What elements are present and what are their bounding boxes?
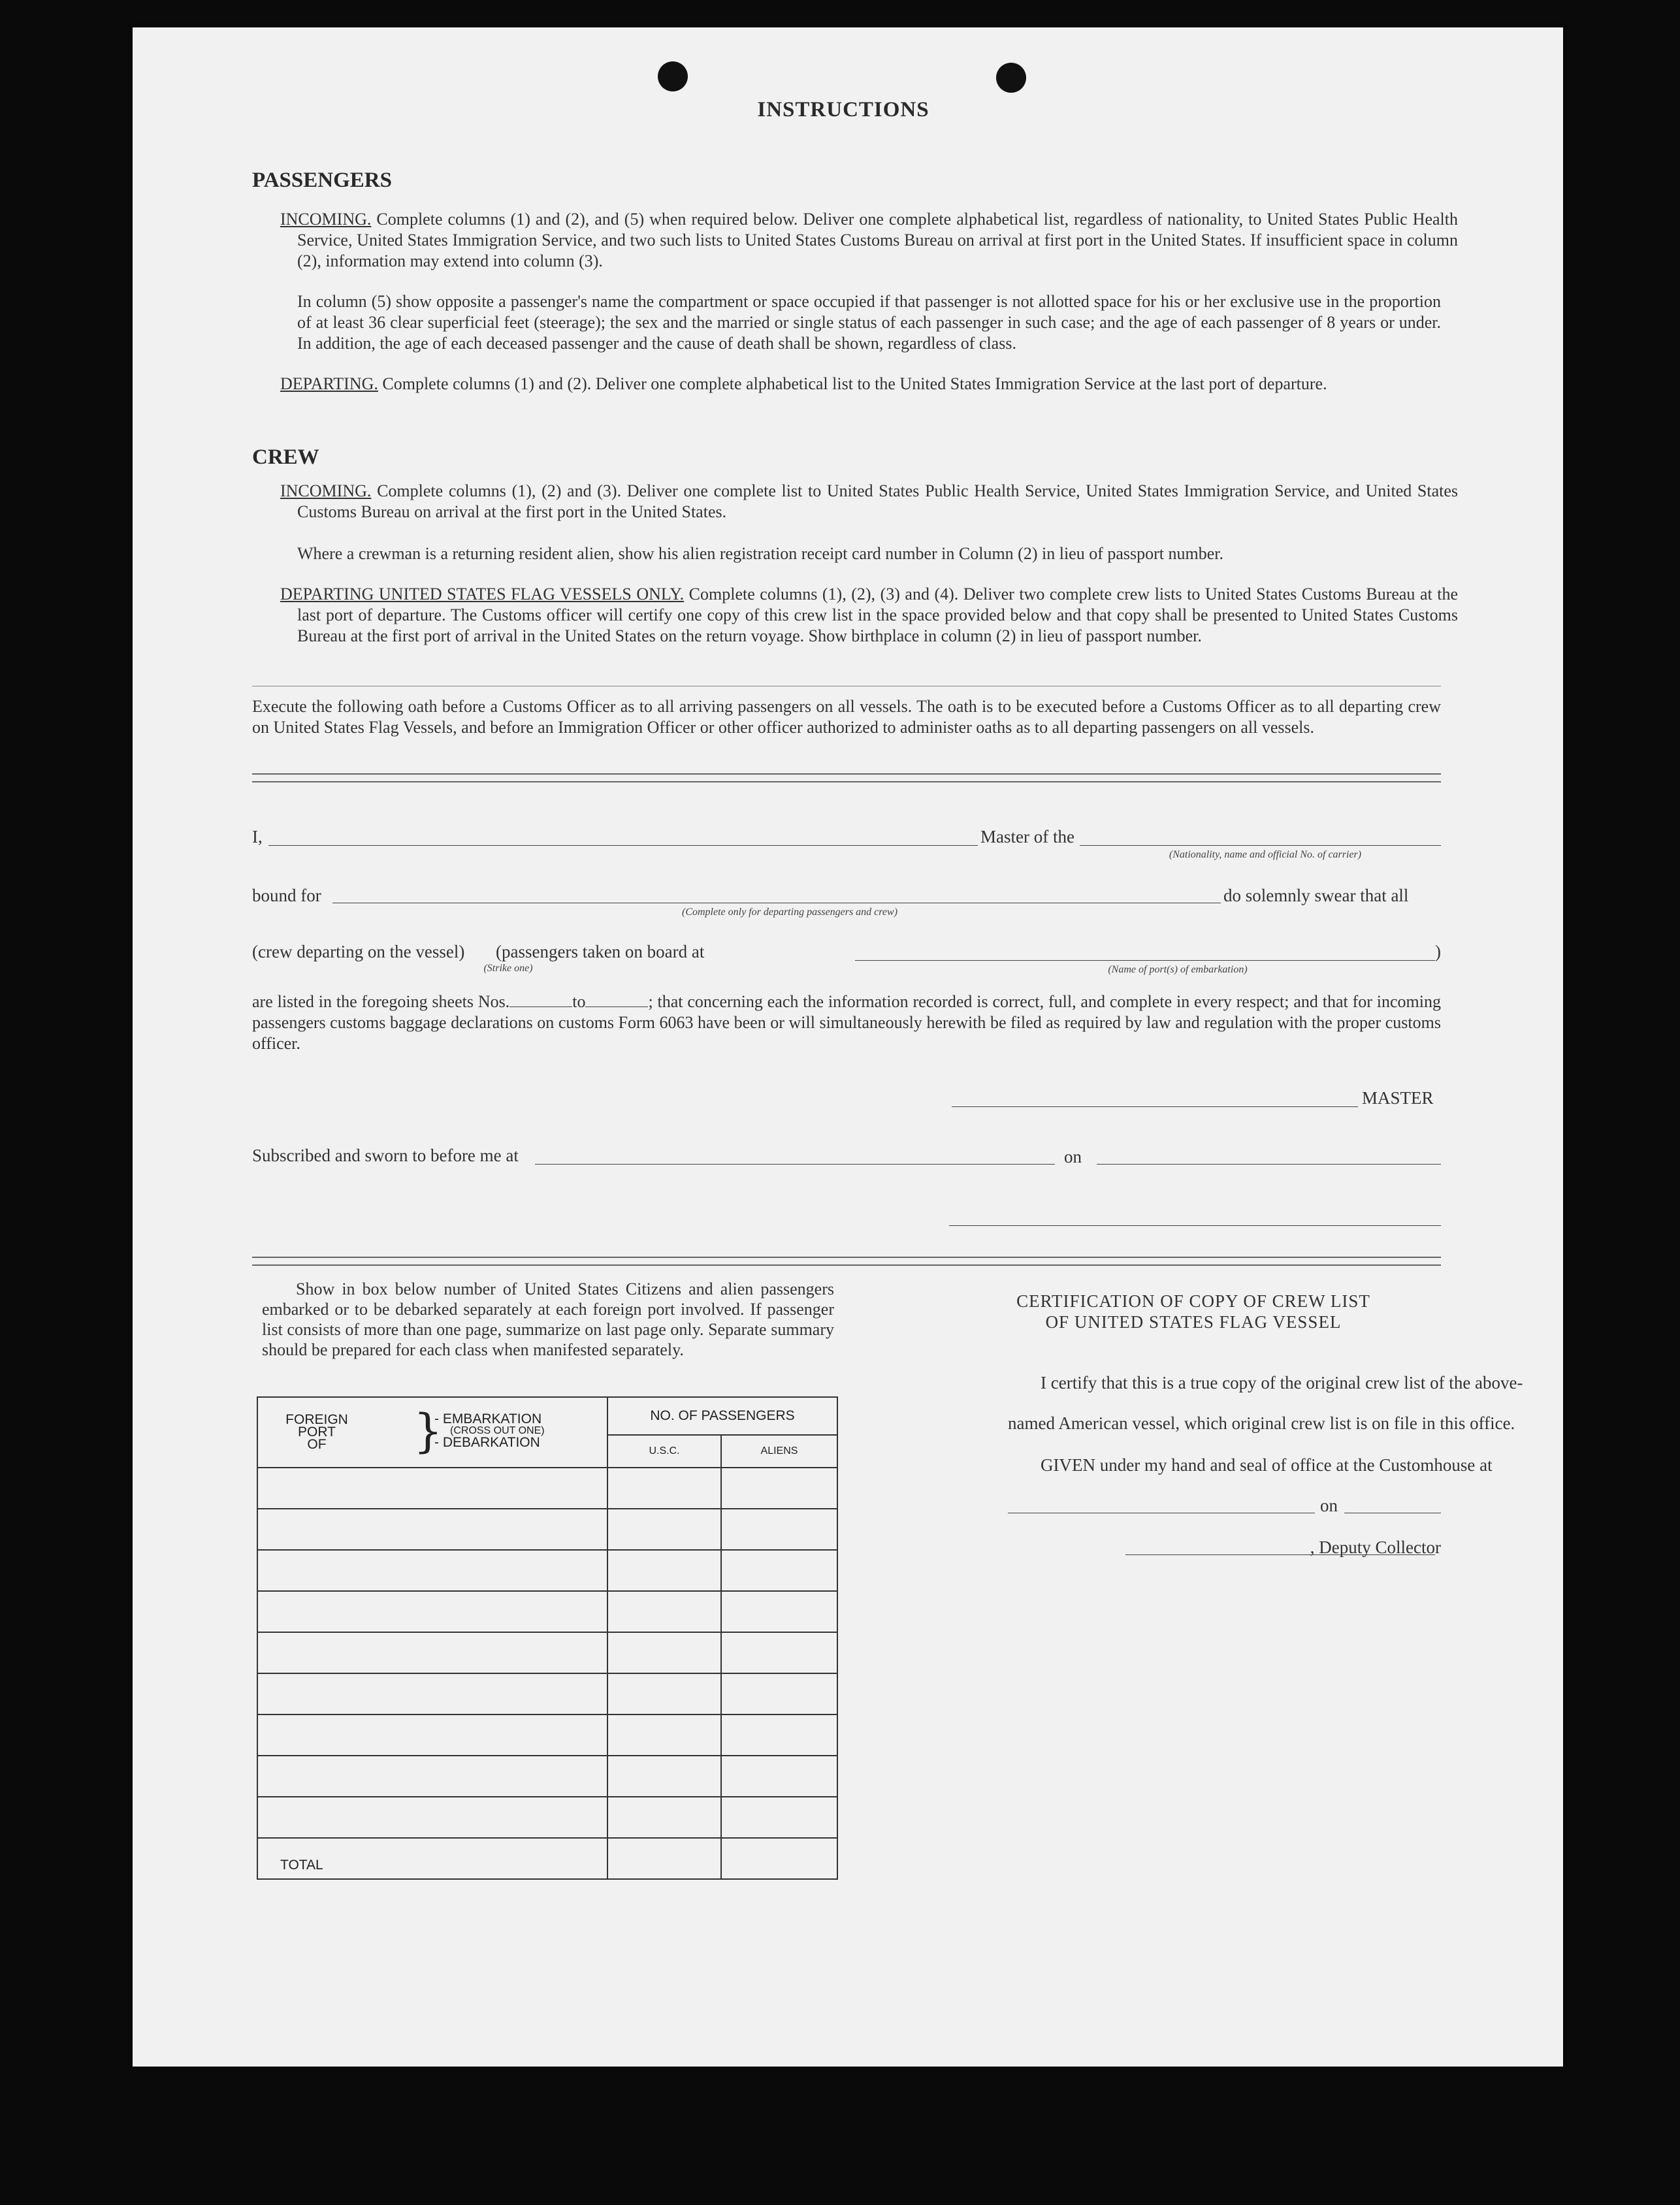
debarkation-option[interactable]: - DEBARKATION [434,1435,540,1450]
listed-rest: ; that concerning each the information recorded is correct, full, and complete in every respect; and that for incoming passengers customs baggage declarations on customs Form 6063 have been or will simultaneously herewith be filed as required by law and regulation with the proper customs officer. [252,992,1441,1053]
aliens-cell[interactable] [721,1468,837,1509]
foreign-port-header: FOREIGN PORT OF [285,1412,348,1452]
passengers-heading: PASSENGERS [252,169,392,192]
passengers-departing-label: DEPARTING. [280,374,378,393]
certification-title-line1: CERTIFICATION OF COPY OF CREW LIST [1016,1291,1370,1311]
brace-glyph: } [413,1404,443,1458]
port-cell[interactable] [257,1632,607,1673]
aliens-cell[interactable] [721,1714,837,1756]
total-label-cell: TOTAL [257,1838,607,1879]
cross-out-note: (CROSS OUT ONE) [450,1425,545,1436]
usc-cell[interactable] [607,1673,721,1714]
master-signature-field[interactable] [952,1106,1358,1107]
embarkation-option[interactable]: - EMBARKATION [434,1411,542,1426]
usc-cell[interactable] [607,1509,721,1550]
embarkation-group [434,1413,591,1449]
crew-departing-option[interactable]: (crew departing on the vessel) [252,942,465,961]
aliens-cell[interactable] [721,1591,837,1632]
crew-departing-text: Complete columns (1), (2), (3) and (4). Deliver two complete crew lists to United States Customs Bureau at the last port of departure. The Customs officer will certify one copy of this crew list in the space provided below and that copy shall be presented to United States Customs Bureau at the first port of arrival in the United States on the return voyage. Show birthplace in column (2) in lieu of passport number. [297,585,1459,645]
carrier-caption: (Nationality, name and official No. of carrier) [1169,849,1362,860]
crew-incoming-label: INCOMING. [280,481,372,500]
total-usc-cell[interactable] [607,1838,721,1879]
passengers-departing-text: Complete columns (1) and (2). Deliver one complete alphabetical list to the United States Immigration Service at the last port of departure. [382,374,1327,393]
subscribed-on-label: on [1064,1147,1082,1167]
bound-caption: (Complete only for departing passengers and crew) [681,907,898,918]
master-label: MASTER [1362,1088,1434,1108]
usc-cell[interactable] [607,1756,721,1797]
port-cell[interactable] [257,1797,607,1838]
double-rule-top [252,773,1441,782]
aliens-cell[interactable] [721,1797,837,1838]
certify-line2: named American vessel, which original crew list is on file in this office. [1008,1413,1515,1433]
usc-cell[interactable] [607,1468,721,1509]
passengers-incoming-label: INCOMING. [280,210,372,229]
summary-instructions: Show in box below number of United States Citizens and alien passengers embarked or to be debarked separately at each foreign port involved. If passenger list consists of more than one page, summarize on last page only. Separate summary should be prepared for each class when manifested separately. [262,1280,834,1359]
usc-cell[interactable] [607,1550,721,1591]
port-caption: (Name of port(s) of embarkation) [1108,964,1248,975]
master-name-field[interactable] [268,845,978,846]
oath-i-label: I, [252,827,263,846]
certify-line1: I certify that this is a true copy of the original crew list of the above- [1041,1373,1523,1392]
port-cell[interactable] [257,1756,607,1797]
port-cell[interactable] [257,1714,607,1756]
oath-intro: Execute the following oath before a Customs Officer as to all arriving passengers on all vessels. The oath is to be executed before a Customs Officer as to all departing crew on United States Flag Vessels, and before an Immigration Officer or other officer authorized to administer oaths as to all departing passengers on all vessels. [252,697,1441,737]
crew-returning-paragraph: Where a crewman is a returning resident alien, show his alien registration receipt card number in Column (2) in lieu of passport number. [297,544,1224,563]
listed-prefix: are listed in the foregoing sheets Nos. [252,992,510,1011]
crew-incoming-paragraph [280,481,1458,523]
crew-departing-paragraph [280,584,1458,647]
crew-incoming-text: Complete columns (1), (2) and (3). Deliver one complete list to United States Public Health Service, United States Immigration Service, and United States Customs Bureau on arrival at the first port in the United States. [297,481,1458,521]
usc-cell[interactable] [607,1797,721,1838]
master-of-label: Master of the [980,827,1074,846]
usc-cell[interactable] [607,1591,721,1632]
usc-cell[interactable] [607,1632,721,1673]
bound-for-label: bound for [252,886,321,905]
embarkation-port-field[interactable] [855,960,1435,961]
port-cell[interactable] [257,1468,607,1509]
form-page [133,27,1563,2067]
subscribed-label: Subscribed and sworn to before me at [252,1146,519,1165]
certification-title-line2: OF UNITED STATES FLAG VESSEL [1045,1312,1342,1332]
listed-to: to [572,992,586,1011]
oath-listed-paragraph [252,991,1441,1054]
port-cell[interactable] [257,1673,607,1714]
aliens-cell[interactable] [721,1550,837,1591]
aliens-cell[interactable] [721,1756,837,1797]
total-aliens-cell[interactable] [721,1838,837,1879]
certification-on-label: on [1320,1496,1338,1515]
port-cell[interactable] [257,1550,607,1591]
swear-label: do solemnly swear that all [1223,886,1409,905]
aliens-cell[interactable] [721,1509,837,1550]
certification-title [946,1291,1440,1332]
given-text: GIVEN under my hand and seal of office at the Customhouse at [1041,1455,1493,1475]
port-cell[interactable] [257,1509,607,1550]
punch-hole-left [658,61,688,91]
sheet-from-field[interactable] [509,1006,572,1007]
officer-signature-field[interactable] [949,1225,1441,1226]
aliens-header: ALIENS [721,1435,837,1468]
passengers-incoming-paragraph [280,209,1458,272]
aliens-cell[interactable] [721,1632,837,1673]
page-title: INSTRUCTIONS [757,98,929,121]
passengers-departing-paragraph [280,374,1458,394]
strike-caption: (Strike one) [483,963,533,974]
crew-departing-label: DEPARTING UNITED STATES FLAG VESSELS ONLY. [280,585,685,604]
usc-header: U.S.C. [607,1435,721,1468]
passengers-column5-paragraph: In column (5) show opposite a passenger's name the compartment or space occupied if that passenger is not allotted space for his or her exclusive use in the proportion of at least 36 clear superficial feet (steerage); the sex and the married or single status of each passenger in such case; and the age of each passenger of 8 years or under. In addition, the age of each deceased passenger and the cause of death shall be shown, regardless of class. [297,292,1441,353]
punch-hole-right [996,63,1026,93]
passenger-summary-table [257,1396,838,1880]
passengers-taken-option[interactable]: (passengers taken on board at [496,942,705,961]
passengers-incoming-text: Complete columns (1) and (2), and (5) when required below. Deliver one complete alphabetical list, regardless of nationality, to United States Public Health Service, United States Immigration Service, and two such lists to United States Customs Bureau on arrival at first port in the United States. If insufficient space in column (2), information may extend into column (3). [297,210,1458,270]
subscribed-place-field[interactable] [535,1164,1055,1165]
no-of-passengers-header: NO. OF PASSENGERS [607,1397,837,1435]
carrier-field[interactable] [1080,845,1441,846]
deputy-collector-label: , Deputy Collector [1310,1537,1441,1557]
usc-cell[interactable] [607,1714,721,1756]
close-paren: ) [1435,942,1441,961]
crew-heading: CREW [252,445,319,469]
double-rule-bottom [252,1257,1441,1266]
port-header-cell [257,1397,607,1468]
subscribed-date-field[interactable] [1097,1164,1441,1165]
sheet-to-field[interactable] [585,1006,648,1007]
aliens-cell[interactable] [721,1673,837,1714]
port-cell[interactable] [257,1591,607,1632]
